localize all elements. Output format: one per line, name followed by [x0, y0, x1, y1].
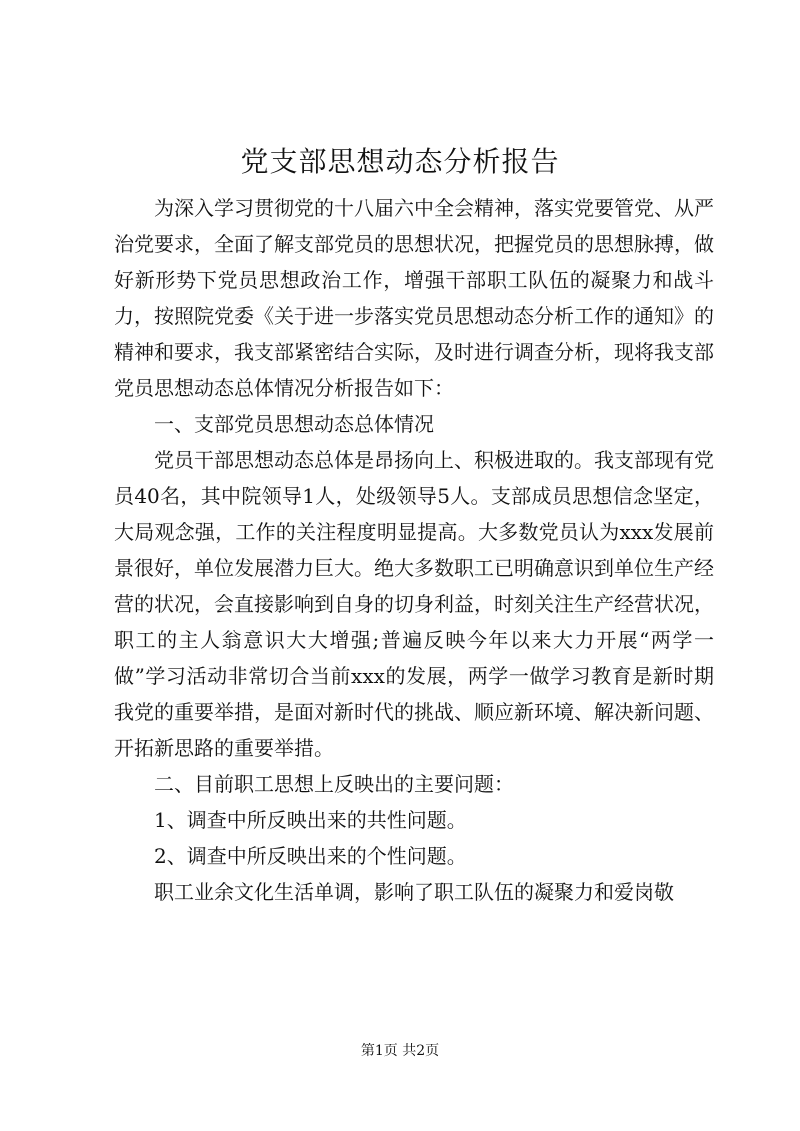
page-number-footer: 第1页 共2页	[360, 1043, 440, 1059]
section-heading-2: 二、目前职工思想上反映出的主要问题：	[154, 772, 514, 796]
intro-paragraph: 为深入学习贯彻党的十八届六中全会精神，落实党要管党、从严治党要求，全面了解支部党员的思想状况，把握党员的思想脉搏，做好新形势下党员思想政治工作，增强干部职工队伍的凝聚力和战斗力，按照院党委《关于进一步落实党员思想动态分析工作的通知》的精神和要求，我支部紧密结合实际，及时进行调查分析，现将我支部党员思想动态总体情况分析报告如下：	[114, 196, 714, 400]
document-body	[114, 190, 714, 910]
list-item-common-issues: 1、调查中所反映出来的共性问题。	[154, 808, 467, 832]
section-1-paragraph: 党员干部思想动态总体是昂扬向上、积极进取的。我支部现有党员40名，其中院领导1人，处级领导5人。支部成员思想信念坚定，大局观念强，工作的关注程度明显提高。大多数党员认为xxx发展前景很好，单位发展潜力巨大。绝大多数职工已明确意识到单位生产经营的状况，会直接影响到自身的切身利益，时刻关注生产经营状况，职工的主人翁意识大大增强;普遍反映今年以来大力开展“两学一做”学习活动非常切合当前xxx的发展，两学一做学习教育是新时期我党的重要举措，是面对新时代的挑战、顺应新环境、解决新问题、开拓新思路的重要举措。	[114, 448, 714, 760]
list-item-individual-issues: 2、调查中所反映出来的个性问题。	[154, 844, 467, 868]
document-title: 党支部思想动态分析报告	[240, 145, 560, 178]
section-2-paragraph: 职工业余文化生活单调，影响了职工队伍的凝聚力和爱岗敬	[154, 880, 674, 904]
section-heading-1: 一、支部党员思想动态总体情况	[154, 412, 434, 436]
